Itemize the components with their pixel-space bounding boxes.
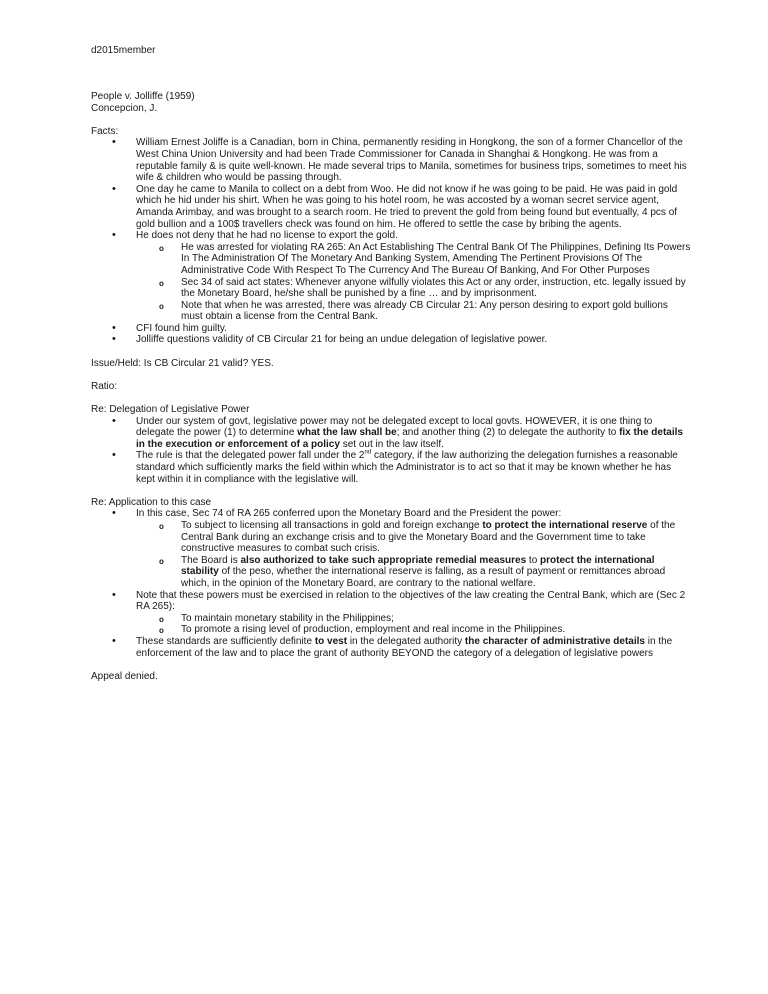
list-item	[91, 230, 691, 323]
sublist-item: o To promote a rising level of production, employment and real income in the Philippines.	[136, 624, 691, 636]
ratio-label: Ratio:	[91, 380, 118, 392]
facts-sublist	[136, 242, 691, 323]
sublist-item: o To maintain monetary stability in the Philippines;	[136, 613, 691, 625]
sublist-item: o He was arrested for violating RA 265: An Act Establishing The Central Bank Of The Philippines, Defining Its Powers In The Administration Of The Monetary And Banking System, Amending The Pertinent Provisions Of The Administrative Code With Respect To The Currency And The Bureau Of Banking, And For Other Purposes	[136, 242, 691, 277]
ponente: Concepcion, J.	[91, 102, 158, 114]
list-item: • William Ernest Joliffe is a Canadian, born in China, permanently residing in Hongkong, the son of a former Chancellor of the West China Union University and had been Trade Commissioner for Canada in Shanghai & Hongkong. He was from a reputable family & is quite well-known. He made several trips to Manila, sometimes for business trips, sometimes to meet his wife & children who would be passing through.	[91, 137, 691, 183]
list-item: • CFI found him guilty.	[91, 323, 691, 335]
facts-list	[91, 137, 691, 346]
sublist-item: o Sec 34 of said act states: Whenever anyone wilfully violates this Act or any order, instruction, etc. legally issued by the Monetary Board, he/she shall be punished by a fine … and by imprisonment.	[136, 277, 691, 300]
list-item: • One day he came to Manila to collect on a debt from Woo. He did not know if he was going to be paid. He was paid in gold which he hid under his shirt. When he was going to his hotel room, he was accosted by a woman secret service agent, Amanda Arimbay, and was brought to a search room. He tried to prevent the gold from being found but eventually, 4 pcs of gold bullion and a 100$ travellers check was found on him. He offered to settle the case by bribing the agents.	[91, 184, 691, 230]
case-title: People v. Jolliffe (1959)	[91, 91, 195, 102]
facts-label: Facts:	[91, 125, 119, 137]
list-item-text: He does not deny that he had no license to export the gold.	[136, 230, 398, 242]
sublist-item: o The Board is also authorized to take such appropriate remedial measures to protect the international stability of the peso, whether the international reserve is falling, as a result of payment or remittances abroad which, in the opinion of the Monetary Board, are contrary to the national welfare.	[136, 555, 691, 590]
list-item: • The rule is that the delegated power fall under the 2nd category, if the law authorizing the delegation furnishes a reasonable standard which sufficiently marks the field within which the Administrator is to act so that it may be known whether he has kept within it in compliance with the legislative will.	[91, 450, 691, 485]
document-body	[91, 91, 691, 682]
list-item: • These standards are sufficiently definite to vest in the delegated authority the character of administrative details in the enforcement of the law and to place the grant of authority BEYOND the category of a delegation of legislative powers	[91, 636, 691, 659]
application-sublist	[136, 520, 691, 590]
objectives-sublist	[136, 613, 691, 636]
delegation-list	[91, 416, 691, 486]
sublist-item: o To subject to licensing all transactions in gold and foreign exchange to protect the international reserve of the Central Bank during an exchange crisis and to give the Monetary Board and the Government time to take constructive measures to combat such crisis.	[136, 520, 691, 555]
list-item: • In this case, Sec 74 of RA 265 conferred upon the Monetary Board and the President the power: o To subject to licensing all transactions in gold and foreign exchange to protect the international reserve of the Central Bank during an exchange crisis and to give the Monetary Board and the Government time to take constructive measures to combat such crisis. o The Board is also authorized to take such appropriate remedial measures to protect the international stability of the peso, whether the international reserve is falling, as a result of payment or remittances abroad which, in the opinion of the Monetary Board, are contrary to the national welfare.	[91, 508, 691, 589]
header-text: d2015member	[91, 45, 156, 56]
disposition: Appeal denied.	[91, 670, 158, 682]
application-list	[91, 508, 691, 659]
application-heading: Re: Application to this case	[91, 496, 212, 508]
list-item: • Note that these powers must be exercised in relation to the objectives of the law creating the Central Bank, which are (Sec 2 RA 265): o To maintain monetary stability in the Philippines; o To promote a rising level of production, employment and real income in the Philippines.	[91, 590, 691, 636]
list-item: • Jolliffe questions validity of CB Circular 21 for being an undue delegation of legislative power.	[91, 334, 691, 346]
list-item: • Under our system of govt, legislative power may not be delegated except to local govts. HOWEVER, it is one thing to delegate the power (1) to determine what the law shall be; and another thing (2) to delegate the authority to fix the details in the execution or enforcement of a policy set out in the law itself.	[91, 416, 691, 451]
delegation-heading: Re: Delegation of Legislative Power	[91, 404, 250, 416]
issue-held: Issue/Held: Is CB Circular 21 valid? YES.	[91, 357, 274, 369]
sublist-item: o Note that when he was arrested, there was already CB Circular 21: Any person desiring to export gold bullions must obtain a license from the Central Bank.	[136, 300, 691, 323]
